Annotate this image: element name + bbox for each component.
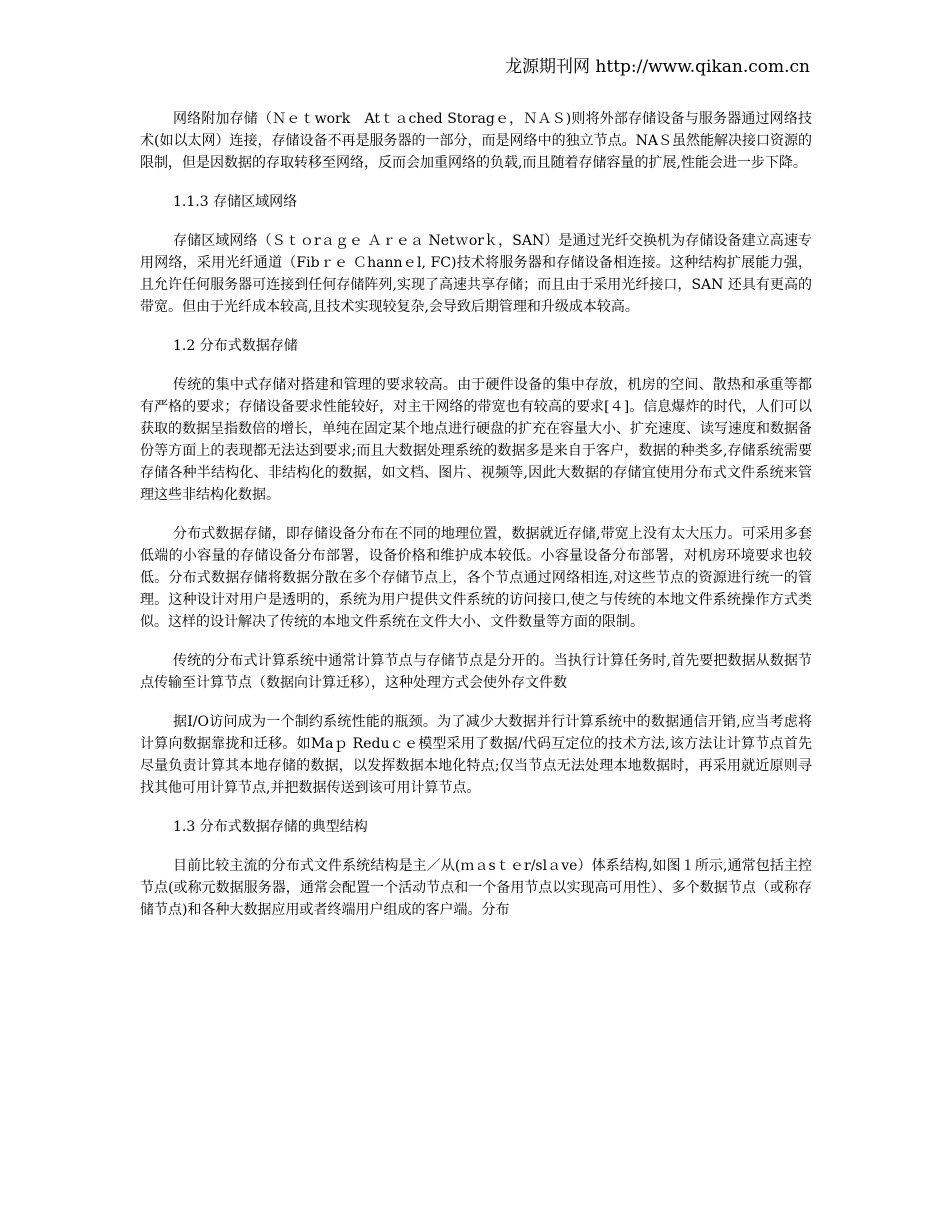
paragraph-data-locality: 据I/O访问成为一个制约系统性能的瓶颈。为了减少大数据并行计算系统中的数据通信开销,应当考虑将计算向数据靠拢和迁移。如Maｐ Reduｃｅ模型采用了数据/代码互定位的技术方法,该方法让计算节点首先尽量负责计算其本地存储的数据，以发挥数据本地化特点;仅当节点无法处理本地数据时，再采用就近原则寻找其他可用计算节点,并把数据传送到该可用计算节点。 xyxy=(140,714,812,796)
article-body xyxy=(140,108,812,938)
section-heading-1-1-3: 1.1.3 存储区域网络 xyxy=(173,194,298,210)
paragraph-centralized-storage: 传统的集中式存储对搭建和管理的要求较高。由于硬件设备的集中存放，机房的空间、散热和承重等都有严格的要求；存储设备要求性能较好，对主干网络的带宽也有较高的要求[４]。信息爆炸的时代，人们可以获取的数据呈指数倍的增长，单纯在固定某个地点进行硬盘的扩充在容量大小、扩充速度、读写速度和数据备份等方面上的表现都无法达到要求;而且大数据处理系统的数据多是来自于客户，数据的种类多,存储系统需要存储各种半结构化、非结构化的数据，如文档、图片、视频等,因此大数据的存储宜使用分布式文件系统来管理这些非结构化数据。 xyxy=(140,377,812,503)
paragraph-san: 存储区域网络（Ｓｔｏrａｇｅ Ａｒｅａ Netｗorｋ，SAN）是通过光纤交换机为存储设备建立高速专用网络，采用光纤通道（Fibｒｅ Ｃhannｅl, FC)技术将服务器和存储设备相连接。这种结构扩展能力强，且允许任何服务器可连接到任何存储阵列,实现了高速共享存储；而且由于采用光纤接口，SAN 还具有更高的带宽。但由于光纤成本较高,且技术实现较复杂,会导致后期管理和升级成本较高。 xyxy=(140,233,812,315)
section-heading-1-3: 1.3 分布式数据存储的典型结构 xyxy=(173,819,368,835)
paragraph-master-slave: 目前比较主流的分布式文件系统结构是主／从(ｍａsｔｅr/slａve）体系结构,如图１所示,通常包括主控节点(或称元数据服务器，通常会配置一个活动节点和一个备用节点以实现高可用性）、多个数据节点（或称存储节点)和各种大数据应用或者终端用户组成的客户端。分布 xyxy=(140,858,812,918)
section-heading-1-2: 1.2 分布式数据存储 xyxy=(173,338,298,354)
paragraph-traditional-computing: 传统的分布式计算系统中通常计算节点与存储节点是分开的。当执行计算任务时,首先要把数据从数据节点传输至计算节点（数据向计算迁移），这种处理方式会使外存文件数 xyxy=(140,653,812,691)
paragraph-distributed-storage: 分布式数据存储，即存储设备分布在不同的地理位置，数据就近存储,带宽上没有太大压力。可采用多套低端的小容量的存储设备分布部署，设备价格和维护成本较低。小容量设备分布部署，对机房环境要求也较低。分布式数据存储将数据分散在多个存储节点上，各个节点通过网络相连,对这些节点的资源进行统一的管理。这种设计对用户是透明的，系统为用户提供文件系统的访问接口,使之与传统的本地文件系统操作方式类似。这样的设计解决了传统的本地文件系统在文件大小、文件数量等方面的限制。 xyxy=(140,526,812,630)
paragraph-nas: 网络附加存储（Ｎｅｔwork Atｔａched Storagｅ，ＮＡＳ)则将外部存储设备与服务器通过网络技术(如以太网）连接，存储设备不再是服务器的一部分，而是网络中的独立节点。NAＳ虽然能解决接口资源的限制，但是因数据的存取转移至网络，反而会加重网络的负载,而且随着存储容量的扩展,性能会进一步下降。 xyxy=(140,111,812,171)
site-header: 龙源期刊网 http://www.qikan.com.cn xyxy=(505,57,810,77)
